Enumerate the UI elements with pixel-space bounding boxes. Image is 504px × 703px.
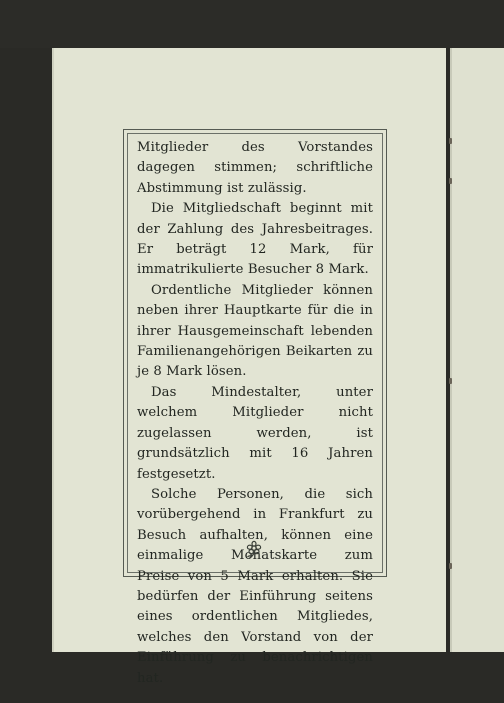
paragraph: Mitglieder des Vorstandes dagegen stimmen; schriftliche Abstimmung ist zulässig. [137, 140, 373, 196]
binding-stitch [449, 378, 452, 384]
scan-background [0, 0, 504, 48]
binding-stitch [449, 563, 452, 569]
paragraph: Ordentliche Mitglieder können neben ihrer Hauptkarte für die in ihrer Hausgemeinschaft lebenden Familienangehörigen Beikarten zu je 8 Mark lösen. [137, 282, 373, 380]
body-text [137, 138, 373, 689]
paragraph: Solche Personen, die sich vorübergehend in Frankfurt zu Besuch aufhalten, können eine einmalige Monatskarte zum Preise von 5 Mark erhalten. Sie bedürfen der Einführung seitens eines ordentlichen Mitgliedes, welches den Vorstand von der Einführung zu benachrichtigen hat. [137, 486, 373, 686]
facing-page-edge [450, 48, 504, 652]
binding-stitch [449, 138, 452, 144]
paragraph: Das Mindestalter, unter welchem Mitglieder nicht zugelassen werden, ist grundsätzlich mit 16 Jahren festgesetzt. [137, 384, 373, 482]
floral-ornament-icon [243, 540, 265, 560]
binding-stitch [449, 178, 452, 184]
paragraph: Die Mitgliedschaft beginnt mit der Zahlung des Jahresbeitrages. Er beträgt 12 Mark, für immatrikulierte Besucher 8 Mark. [137, 201, 373, 278]
